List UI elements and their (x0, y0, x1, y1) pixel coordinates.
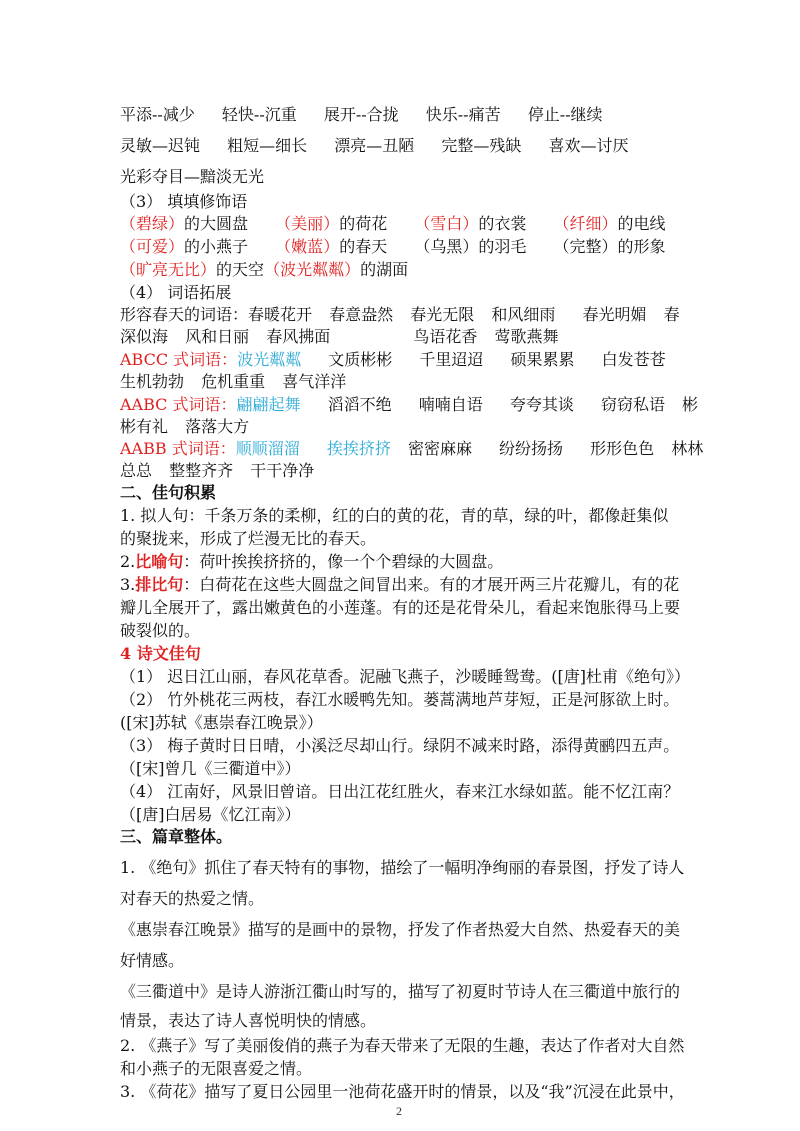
aabb-words-line-1: AABB 式词语：顺顺溜溜 挨挨挤挤 密密麻麻 纷纷扬扬 形形色色 林林 (120, 439, 704, 458)
overall-text-4a: 2. 《燕子》写了美丽俊俏的燕子为春天带来了无限的生趣，表达了作者对大自然 (120, 1036, 685, 1055)
modifier-row-1: （碧绿）的大圆盘 （美丽）的荷花 （雪白）的衣裳 （纤细）的电线 (120, 214, 666, 233)
poem-2-source: ([宋]苏轼《惠崇春江晚景》） (120, 713, 323, 732)
poem-4-source: （[唐]白居易《忆江南》） (120, 805, 301, 824)
poem-3-line-1: （3） 梅子黄时日日晴，小溪泛尽却山行。绿阴不减来时路，添得黄鹂四五声。 (120, 736, 680, 755)
abcc-words-line-1: ABCC 式词语：波光粼粼 文质彬彬 千里迢迢 硕果累累 白发苍苍 (120, 350, 666, 369)
modifier-answer: 乌黑 (430, 237, 463, 256)
antonym-pair: 快乐--痛苦 (425, 105, 501, 124)
overall-text-2b: 好情感。 (120, 951, 185, 970)
parallel-sentence-line-3: 破裂似的。 (120, 621, 201, 640)
overall-text-2a: 《惠崇春江晚景》描写的是画中的景物，抒发了作者热爱大自然、热爱春天的美 (120, 920, 681, 939)
page-number: 2 (396, 1104, 402, 1118)
antonym-pair: 光彩夺目—黯淡无光 (120, 167, 265, 186)
aabb-words-line-2: 总总 整整齐齐 干干净净 (120, 461, 315, 480)
aabc-words-line-1: AABC 式词语：翩翩起舞 滔滔不绝 喃喃自语 夸夸其谈 窃窃私语 彬 (120, 395, 699, 414)
personify-sentence-line-2: 的聚拢来，形成了烂漫无比的春天。 (120, 529, 377, 548)
word-expand-heading: （4） 词语拓展 (120, 283, 232, 302)
aabb-label: AABB 式词语： (120, 439, 236, 458)
antonym-row-2 (120, 135, 628, 157)
poem-4-line-1: （4） 江南好，风景旧曾谙。日出江花红胜火，春来江水绿如蓝。能不忆江南？ (120, 782, 680, 801)
aabc-label: AABC 式词语： (120, 395, 237, 414)
modifier-row-2: （可爱）的小燕子 （嫩蓝）的春天 （乌黑）的羽毛 （完整）的形象 (120, 237, 666, 256)
modifier-row-3: （旷亮无比）的天空（波光粼粼）的湖面 (120, 260, 409, 279)
modifier-answer: 波光粼粼 (280, 260, 345, 279)
simile-sentence: 2.比喻句：荷叶挨挨挤挤的，像一个个碧绿的大圆盘。 (120, 552, 504, 571)
fill-modifiers-heading: （3） 填填修饰语 (120, 192, 248, 211)
modifier-answer: 可爱 (136, 237, 169, 256)
parallel-sentence-line-2: 瓣儿全展开了，露出嫩黄色的小莲蓬。有的还是花骨朵儿，看起来饱胀得马上要 (120, 598, 681, 617)
poem-1: （1） 迟日江山丽，春风花草香。泥融飞燕子，沙暖睡鸳鸯。([唐]杜甫《绝句》） (120, 667, 690, 686)
overall-text-1b: 对春天的热爱之情。 (120, 889, 265, 908)
modifier-answer: 美丽 (291, 214, 324, 233)
antonym-pair: 平添--减少 (120, 105, 195, 124)
antonym-pair: 粗短—细长 (227, 136, 308, 155)
antonym-pair: 灵敏—迟钝 (120, 136, 201, 155)
modifier-answer: 碧绿 (136, 214, 169, 233)
overall-text-3b: 情景，表达了诗人喜悦明快的情感。 (120, 1011, 377, 1030)
antonym-row-3 (120, 166, 264, 188)
modifier-answer: 完整 (569, 237, 602, 256)
parallel-sentence-line-1: 3.排比句：白荷花在这些大圆盘之间冒出来。有的才展开两三片花瓣儿，有的花 (120, 575, 680, 594)
overall-text-1a: 1. 《绝句》抓住了春天特有的事物，描绘了一幅明净绚丽的春景图，抒发了诗人 (120, 858, 685, 877)
personify-sentence-line-1: 1. 拟人句：千条万条的柔柳，红的白的黄的花，青的草，绿的叶，都像赶集似 (120, 506, 669, 525)
overall-text-4b: 和小燕子的无限喜爱之情。 (120, 1059, 313, 1078)
poems-heading: 4 诗文佳句 (120, 644, 201, 663)
modifier-answer: 嫩蓝 (291, 237, 324, 256)
abcc-label: ABCC 式词语： (120, 350, 238, 369)
spring-words-line-1: 形容春天的词语：春暖花开 春意盎然 春光无限 和风细雨 春光明媚 春 (120, 305, 680, 324)
antonym-pair: 完整—残缺 (441, 136, 522, 155)
modifier-answer: 旷亮无比 (136, 260, 201, 279)
parallel-label: 排比句 (135, 575, 184, 594)
simile-label: 比喻句 (135, 552, 184, 571)
antonym-pair: 轻快--沉重 (221, 105, 297, 124)
antonym-pair: 展开--合拢 (323, 105, 399, 124)
antonym-pair: 停止--继续 (527, 105, 603, 124)
aabc-words-line-2: 彬有礼 落落大方 (120, 417, 250, 436)
modifier-answer: 纤细 (569, 214, 602, 233)
antonym-pair: 喜欢—讨厌 (548, 136, 629, 155)
spring-words-line-2: 深似海 风和日丽 春风拂面 鸟语花香 莺歌燕舞 (120, 327, 559, 346)
overall-heading: 三、篇章整体。 (120, 827, 233, 846)
modifier-answer: 雪白 (430, 214, 463, 233)
poem-3-source: （[宋]曾几《三衢道中》） (120, 759, 301, 778)
overall-text-5a: 3. 《荷花》描写了夏日公园里一池荷花盛开时的情景，以及“我”沉浸在此景中， (120, 1082, 685, 1101)
poem-2-line-1: （2） 竹外桃花三两枝，春江水暖鸭先知。蒌蒿满地芦芽短，正是河豚欲上时。 (120, 690, 680, 709)
overall-text-3a: 《三衢道中》是诗人游浙江衢山时写的，描写了初夏时节诗人在三衢道中旅行的 (120, 982, 681, 1001)
antonym-row-1 (120, 104, 603, 126)
abcc-words-line-2: 生机勃勃 危机重重 喜气洋洋 (120, 372, 347, 391)
sentences-heading: 二、佳句积累 (120, 483, 217, 502)
antonym-pair: 漂亮—丑陋 (334, 136, 415, 155)
